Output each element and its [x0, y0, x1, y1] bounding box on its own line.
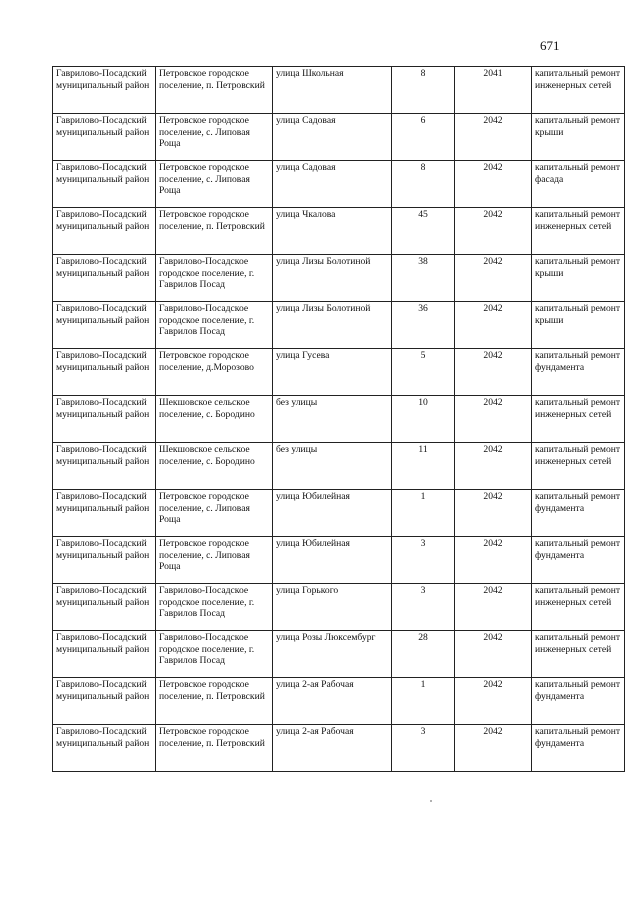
house-number-cell: 11	[392, 443, 455, 490]
year-cell: 2042	[455, 161, 532, 208]
house-number-cell: 5	[392, 349, 455, 396]
work-type-cell: капитальный ремонт инженерных сетей	[532, 584, 625, 631]
house-number-cell: 6	[392, 114, 455, 161]
house-number-cell: 8	[392, 67, 455, 114]
district-cell: Гаврилово-Посадский муниципальный район	[53, 631, 156, 678]
street-cell: улица 2-ая Рабочая	[273, 725, 392, 772]
house-number-cell: 8	[392, 161, 455, 208]
settlement-cell: Шекшовское сельское поселение, с. Бородино	[156, 443, 273, 490]
table-row	[53, 114, 625, 161]
district-cell: Гаврилово-Посадский муниципальный район	[53, 302, 156, 349]
year-cell: 2042	[455, 443, 532, 490]
settlement-cell: Гаврилово-Посадское городское поселение, г. Гаврилов Посад	[156, 302, 273, 349]
street-cell: улица Юбилейная	[273, 537, 392, 584]
work-type-cell: капитальный ремонт инженерных сетей	[532, 396, 625, 443]
year-cell: 2042	[455, 584, 532, 631]
settlement-cell: Гаврилово-Посадское городское поселение, г. Гаврилов Посад	[156, 584, 273, 631]
table-row	[53, 396, 625, 443]
table-row	[53, 302, 625, 349]
district-cell: Гаврилово-Посадский муниципальный район	[53, 725, 156, 772]
district-cell: Гаврилово-Посадский муниципальный район	[53, 349, 156, 396]
work-type-cell: капитальный ремонт инженерных сетей	[532, 631, 625, 678]
district-cell: Гаврилово-Посадский муниципальный район	[53, 67, 156, 114]
year-cell: 2042	[455, 631, 532, 678]
house-number-cell: 1	[392, 490, 455, 537]
district-cell: Гаврилово-Посадский муниципальный район	[53, 678, 156, 725]
year-cell: 2041	[455, 67, 532, 114]
settlement-cell: Петровское городское поселение, с. Липовая Роща	[156, 490, 273, 537]
page-number: 671	[540, 38, 560, 53]
street-cell: улица Юбилейная	[273, 490, 392, 537]
table-row	[53, 208, 625, 255]
year-cell: 2042	[455, 302, 532, 349]
settlement-cell: Шекшовское сельское поселение, с. Бородино	[156, 396, 273, 443]
work-type-cell: капитальный ремонт фасада	[532, 161, 625, 208]
district-cell: Гаврилово-Посадский муниципальный район	[53, 255, 156, 302]
street-cell: без улицы	[273, 396, 392, 443]
year-cell: 2042	[455, 208, 532, 255]
table-row	[53, 161, 625, 208]
work-type-cell: капитальный ремонт фундамента	[532, 349, 625, 396]
year-cell: 2042	[455, 490, 532, 537]
year-cell: 2042	[455, 349, 532, 396]
house-number-cell: 10	[392, 396, 455, 443]
district-cell: Гаврилово-Посадский муниципальный район	[53, 537, 156, 584]
street-cell: улица Горького	[273, 584, 392, 631]
street-cell: улица Лизы Болотиной	[273, 302, 392, 349]
year-cell: 2042	[455, 537, 532, 584]
settlement-cell: Петровское городское поселение, п. Петровский	[156, 678, 273, 725]
settlement-cell: Петровское городское поселение, п. Петровский	[156, 725, 273, 772]
table-row	[53, 678, 625, 725]
table-row	[53, 631, 625, 678]
house-number-cell: 3	[392, 537, 455, 584]
house-number-cell: 3	[392, 584, 455, 631]
table-row	[53, 255, 625, 302]
house-number-cell: 45	[392, 208, 455, 255]
house-number-cell: 1	[392, 678, 455, 725]
street-cell: улица Лизы Болотиной	[273, 255, 392, 302]
street-cell: улица 2-ая Рабочая	[273, 678, 392, 725]
street-cell: улица Садовая	[273, 161, 392, 208]
work-type-cell: капитальный ремонт крыши	[532, 302, 625, 349]
settlement-cell: Гаврилово-Посадское городское поселение, г. Гаврилов Посад	[156, 255, 273, 302]
settlement-cell: Петровское городское поселение, п. Петровский	[156, 208, 273, 255]
house-number-cell: 38	[392, 255, 455, 302]
year-cell: 2042	[455, 255, 532, 302]
work-type-cell: капитальный ремонт крыши	[532, 114, 625, 161]
house-number-cell: 28	[392, 631, 455, 678]
settlement-cell: Гаврилово-Посадское городское поселение, г. Гаврилов Посад	[156, 631, 273, 678]
work-type-cell: капитальный ремонт фундамента	[532, 725, 625, 772]
table-row	[53, 537, 625, 584]
table-row	[53, 490, 625, 537]
house-number-cell: 3	[392, 725, 455, 772]
table-row	[53, 725, 625, 772]
year-cell: 2042	[455, 725, 532, 772]
table-row	[53, 584, 625, 631]
work-type-cell: капитальный ремонт инженерных сетей	[532, 67, 625, 114]
work-type-cell: капитальный ремонт фундамента	[532, 678, 625, 725]
street-cell: улица Школьная	[273, 67, 392, 114]
work-type-cell: капитальный ремонт крыши	[532, 255, 625, 302]
district-cell: Гаврилово-Посадский муниципальный район	[53, 396, 156, 443]
work-type-cell: капитальный ремонт фундамента	[532, 490, 625, 537]
street-cell: улица Садовая	[273, 114, 392, 161]
district-cell: Гаврилово-Посадский муниципальный район	[53, 584, 156, 631]
table-row	[53, 349, 625, 396]
district-cell: Гаврилово-Посадский муниципальный район	[53, 114, 156, 161]
year-cell: 2042	[455, 396, 532, 443]
street-cell: без улицы	[273, 443, 392, 490]
street-cell: улица Чкалова	[273, 208, 392, 255]
settlement-cell: Петровское городское поселение, п. Петровский	[156, 67, 273, 114]
scan-speck	[430, 800, 432, 802]
work-type-cell: капитальный ремонт инженерных сетей	[532, 443, 625, 490]
year-cell: 2042	[455, 114, 532, 161]
table-row	[53, 67, 625, 114]
house-number-cell: 36	[392, 302, 455, 349]
settlement-cell: Петровское городское поселение, д.Морозово	[156, 349, 273, 396]
work-type-cell: капитальный ремонт инженерных сетей	[532, 208, 625, 255]
district-cell: Гаврилово-Посадский муниципальный район	[53, 208, 156, 255]
street-cell: улица Розы Люксембург	[273, 631, 392, 678]
year-cell: 2042	[455, 678, 532, 725]
district-cell: Гаврилово-Посадский муниципальный район	[53, 490, 156, 537]
repair-schedule-table	[52, 66, 625, 772]
district-cell: Гаврилово-Посадский муниципальный район	[53, 161, 156, 208]
table-row	[53, 443, 625, 490]
work-type-cell: капитальный ремонт фундамента	[532, 537, 625, 584]
settlement-cell: Петровское городское поселение, с. Липовая Роща	[156, 114, 273, 161]
district-cell: Гаврилово-Посадский муниципальный район	[53, 443, 156, 490]
settlement-cell: Петровское городское поселение, с. Липовая Роща	[156, 537, 273, 584]
settlement-cell: Петровское городское поселение, с. Липовая Роща	[156, 161, 273, 208]
street-cell: улица Гусева	[273, 349, 392, 396]
